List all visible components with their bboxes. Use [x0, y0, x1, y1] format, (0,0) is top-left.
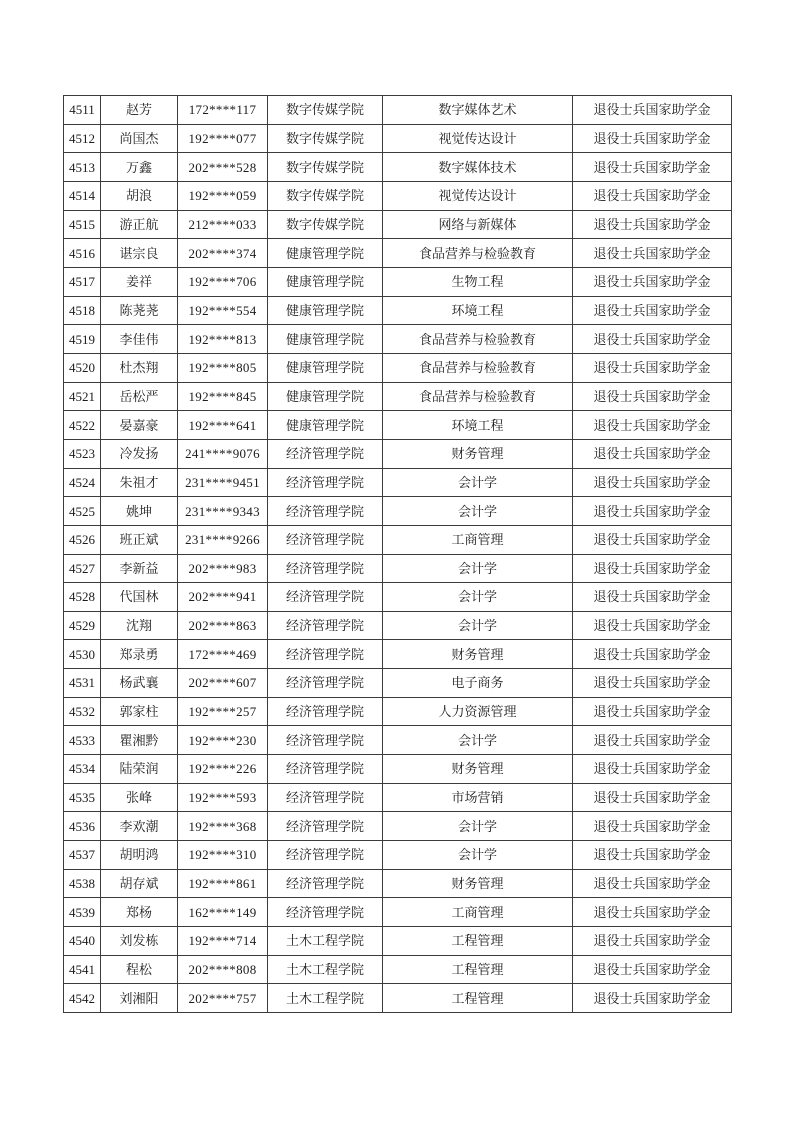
major-cell: 环境工程: [383, 411, 573, 440]
row-number-cell: 4512: [64, 124, 101, 153]
student-name-cell: 李新益: [101, 554, 178, 583]
row-number-cell: 4526: [64, 525, 101, 554]
major-cell: 会计学: [383, 583, 573, 612]
student-id-cell: 192****059: [178, 181, 268, 210]
major-cell: 工程管理: [383, 955, 573, 984]
student-name-cell: 朱祖才: [101, 468, 178, 497]
table-row: [64, 96, 732, 125]
college-cell: 经济管理学院: [268, 841, 383, 870]
student-name-cell: 杜杰翔: [101, 353, 178, 382]
college-cell: 经济管理学院: [268, 812, 383, 841]
college-cell: 经济管理学院: [268, 783, 383, 812]
student-name-cell: 郑录勇: [101, 640, 178, 669]
row-number-cell: 4522: [64, 411, 101, 440]
college-cell: 数字传媒学院: [268, 124, 383, 153]
row-number-cell: 4542: [64, 984, 101, 1013]
table-row: [64, 869, 732, 898]
student-name-cell: 游正航: [101, 210, 178, 239]
grant-type-cell: 退役士兵国家助学金: [573, 325, 732, 354]
table-row: [64, 697, 732, 726]
row-number-cell: 4532: [64, 697, 101, 726]
student-name-cell: 杨武襄: [101, 669, 178, 698]
major-cell: 会计学: [383, 841, 573, 870]
major-cell: 财务管理: [383, 869, 573, 898]
college-cell: 数字传媒学院: [268, 153, 383, 182]
grant-type-cell: 退役士兵国家助学金: [573, 611, 732, 640]
table-row: [64, 755, 732, 784]
grant-type-cell: 退役士兵国家助学金: [573, 497, 732, 526]
student-name-cell: 程松: [101, 955, 178, 984]
student-id-cell: 202****607: [178, 669, 268, 698]
row-number-cell: 4536: [64, 812, 101, 841]
college-cell: 经济管理学院: [268, 869, 383, 898]
student-name-cell: 岳松严: [101, 382, 178, 411]
grant-type-cell: 退役士兵国家助学金: [573, 181, 732, 210]
college-cell: 数字传媒学院: [268, 210, 383, 239]
table-row: [64, 382, 732, 411]
table-row: [64, 411, 732, 440]
student-id-cell: 192****861: [178, 869, 268, 898]
student-id-cell: 202****528: [178, 153, 268, 182]
student-id-cell: 192****593: [178, 783, 268, 812]
college-cell: 土木工程学院: [268, 927, 383, 956]
student-id-cell: 192****368: [178, 812, 268, 841]
grant-type-cell: 退役士兵国家助学金: [573, 411, 732, 440]
student-name-cell: 尚国杰: [101, 124, 178, 153]
student-id-cell: 231****9266: [178, 525, 268, 554]
row-number-cell: 4539: [64, 898, 101, 927]
student-id-cell: 192****310: [178, 841, 268, 870]
student-id-cell: 202****863: [178, 611, 268, 640]
student-id-cell: 192****641: [178, 411, 268, 440]
student-name-cell: 晏嘉豪: [101, 411, 178, 440]
student-name-cell: 陈荛荛: [101, 296, 178, 325]
row-number-cell: 4527: [64, 554, 101, 583]
college-cell: 经济管理学院: [268, 726, 383, 755]
row-number-cell: 4519: [64, 325, 101, 354]
student-id-cell: 192****706: [178, 267, 268, 296]
college-cell: 经济管理学院: [268, 611, 383, 640]
grant-type-cell: 退役士兵国家助学金: [573, 96, 732, 125]
table-row: [64, 955, 732, 984]
student-name-cell: 张峰: [101, 783, 178, 812]
college-cell: 经济管理学院: [268, 898, 383, 927]
table-row: [64, 898, 732, 927]
college-cell: 经济管理学院: [268, 669, 383, 698]
student-id-cell: 202****374: [178, 239, 268, 268]
major-cell: 工商管理: [383, 898, 573, 927]
student-id-cell: 192****805: [178, 353, 268, 382]
college-cell: 土木工程学院: [268, 955, 383, 984]
college-cell: 经济管理学院: [268, 554, 383, 583]
student-name-cell: 李欢潮: [101, 812, 178, 841]
major-cell: 工程管理: [383, 927, 573, 956]
college-cell: 土木工程学院: [268, 984, 383, 1013]
major-cell: 会计学: [383, 726, 573, 755]
student-id-cell: 202****757: [178, 984, 268, 1013]
grant-type-cell: 退役士兵国家助学金: [573, 583, 732, 612]
table-row: [64, 153, 732, 182]
major-cell: 工程管理: [383, 984, 573, 1013]
row-number-cell: 4531: [64, 669, 101, 698]
major-cell: 食品营养与检验教育: [383, 382, 573, 411]
major-cell: 环境工程: [383, 296, 573, 325]
student-name-cell: 姜祥: [101, 267, 178, 296]
major-cell: 市场营销: [383, 783, 573, 812]
student-id-cell: 162****149: [178, 898, 268, 927]
major-cell: 网络与新媒体: [383, 210, 573, 239]
row-number-cell: 4513: [64, 153, 101, 182]
table-row: [64, 468, 732, 497]
table-row: [64, 812, 732, 841]
grant-type-cell: 退役士兵国家助学金: [573, 726, 732, 755]
major-cell: 会计学: [383, 468, 573, 497]
major-cell: 食品营养与检验教育: [383, 325, 573, 354]
table-row: [64, 239, 732, 268]
grant-type-cell: 退役士兵国家助学金: [573, 296, 732, 325]
student-id-cell: 192****714: [178, 927, 268, 956]
major-cell: 会计学: [383, 812, 573, 841]
table-row: [64, 583, 732, 612]
grant-type-cell: 退役士兵国家助学金: [573, 841, 732, 870]
student-name-cell: 胡明鸿: [101, 841, 178, 870]
student-name-cell: 万鑫: [101, 153, 178, 182]
major-cell: 人力资源管理: [383, 697, 573, 726]
row-number-cell: 4525: [64, 497, 101, 526]
student-id-cell: 192****845: [178, 382, 268, 411]
row-number-cell: 4521: [64, 382, 101, 411]
major-cell: 财务管理: [383, 640, 573, 669]
college-cell: 经济管理学院: [268, 755, 383, 784]
major-cell: 会计学: [383, 497, 573, 526]
grant-type-cell: 退役士兵国家助学金: [573, 554, 732, 583]
table-row: [64, 325, 732, 354]
student-name-cell: 郑杨: [101, 898, 178, 927]
college-cell: 经济管理学院: [268, 583, 383, 612]
grant-type-cell: 退役士兵国家助学金: [573, 640, 732, 669]
row-number-cell: 4518: [64, 296, 101, 325]
table-row: [64, 439, 732, 468]
college-cell: 健康管理学院: [268, 267, 383, 296]
college-cell: 健康管理学院: [268, 239, 383, 268]
grant-type-cell: 退役士兵国家助学金: [573, 755, 732, 784]
table-row: [64, 267, 732, 296]
major-cell: 电子商务: [383, 669, 573, 698]
table-row: [64, 353, 732, 382]
table-row: [64, 497, 732, 526]
student-id-cell: 212****033: [178, 210, 268, 239]
grant-type-cell: 退役士兵国家助学金: [573, 697, 732, 726]
row-number-cell: 4517: [64, 267, 101, 296]
row-number-cell: 4514: [64, 181, 101, 210]
major-cell: 财务管理: [383, 439, 573, 468]
row-number-cell: 4516: [64, 239, 101, 268]
student-name-cell: 谌宗良: [101, 239, 178, 268]
row-number-cell: 4511: [64, 96, 101, 125]
college-cell: 经济管理学院: [268, 439, 383, 468]
student-name-cell: 刘湘阳: [101, 984, 178, 1013]
row-number-cell: 4523: [64, 439, 101, 468]
scholarship-roster-table: [63, 95, 732, 1013]
college-cell: 经济管理学院: [268, 468, 383, 497]
major-cell: 会计学: [383, 611, 573, 640]
table-row: [64, 124, 732, 153]
college-cell: 健康管理学院: [268, 382, 383, 411]
college-cell: 经济管理学院: [268, 640, 383, 669]
major-cell: 食品营养与检验教育: [383, 353, 573, 382]
student-name-cell: 李佳伟: [101, 325, 178, 354]
student-id-cell: 192****554: [178, 296, 268, 325]
table-row: [64, 554, 732, 583]
student-name-cell: 赵芳: [101, 96, 178, 125]
table-row: [64, 525, 732, 554]
student-id-cell: 172****117: [178, 96, 268, 125]
grant-type-cell: 退役士兵国家助学金: [573, 468, 732, 497]
major-cell: 数字媒体艺术: [383, 96, 573, 125]
grant-type-cell: 退役士兵国家助学金: [573, 267, 732, 296]
student-id-cell: 192****813: [178, 325, 268, 354]
row-number-cell: 4534: [64, 755, 101, 784]
student-id-cell: 202****941: [178, 583, 268, 612]
grant-type-cell: 退役士兵国家助学金: [573, 984, 732, 1013]
college-cell: 健康管理学院: [268, 296, 383, 325]
student-name-cell: 代国林: [101, 583, 178, 612]
student-id-cell: 231****9343: [178, 497, 268, 526]
grant-type-cell: 退役士兵国家助学金: [573, 783, 732, 812]
college-cell: 健康管理学院: [268, 325, 383, 354]
student-id-cell: 192****226: [178, 755, 268, 784]
grant-type-cell: 退役士兵国家助学金: [573, 927, 732, 956]
college-cell: 健康管理学院: [268, 353, 383, 382]
row-number-cell: 4533: [64, 726, 101, 755]
row-number-cell: 4540: [64, 927, 101, 956]
major-cell: 数字媒体技术: [383, 153, 573, 182]
table-row: [64, 181, 732, 210]
major-cell: 会计学: [383, 554, 573, 583]
table-row: [64, 296, 732, 325]
grant-type-cell: 退役士兵国家助学金: [573, 210, 732, 239]
table-row: [64, 640, 732, 669]
table-row: [64, 669, 732, 698]
student-id-cell: 202****808: [178, 955, 268, 984]
college-cell: 经济管理学院: [268, 697, 383, 726]
college-cell: 经济管理学院: [268, 497, 383, 526]
major-cell: 生物工程: [383, 267, 573, 296]
major-cell: 工商管理: [383, 525, 573, 554]
grant-type-cell: 退役士兵国家助学金: [573, 669, 732, 698]
major-cell: 财务管理: [383, 755, 573, 784]
grant-type-cell: 退役士兵国家助学金: [573, 439, 732, 468]
roster-body: [64, 96, 732, 1013]
student-id-cell: 192****230: [178, 726, 268, 755]
grant-type-cell: 退役士兵国家助学金: [573, 382, 732, 411]
student-name-cell: 胡浪: [101, 181, 178, 210]
table-row: [64, 783, 732, 812]
grant-type-cell: 退役士兵国家助学金: [573, 812, 732, 841]
table-row: [64, 841, 732, 870]
student-name-cell: 刘发栋: [101, 927, 178, 956]
row-number-cell: 4537: [64, 841, 101, 870]
student-name-cell: 冷发扬: [101, 439, 178, 468]
table-row: [64, 927, 732, 956]
student-id-cell: 192****257: [178, 697, 268, 726]
row-number-cell: 4528: [64, 583, 101, 612]
student-name-cell: 瞿湘黔: [101, 726, 178, 755]
student-id-cell: 231****9451: [178, 468, 268, 497]
student-name-cell: 陆荣润: [101, 755, 178, 784]
row-number-cell: 4515: [64, 210, 101, 239]
major-cell: 食品营养与检验教育: [383, 239, 573, 268]
major-cell: 视觉传达设计: [383, 124, 573, 153]
table-row: [64, 984, 732, 1013]
grant-type-cell: 退役士兵国家助学金: [573, 239, 732, 268]
student-id-cell: 241****9076: [178, 439, 268, 468]
table-row: [64, 611, 732, 640]
student-id-cell: 202****983: [178, 554, 268, 583]
grant-type-cell: 退役士兵国家助学金: [573, 153, 732, 182]
row-number-cell: 4535: [64, 783, 101, 812]
row-number-cell: 4530: [64, 640, 101, 669]
student-id-cell: 192****077: [178, 124, 268, 153]
row-number-cell: 4538: [64, 869, 101, 898]
row-number-cell: 4524: [64, 468, 101, 497]
student-id-cell: 172****469: [178, 640, 268, 669]
college-cell: 经济管理学院: [268, 525, 383, 554]
row-number-cell: 4520: [64, 353, 101, 382]
grant-type-cell: 退役士兵国家助学金: [573, 353, 732, 382]
college-cell: 数字传媒学院: [268, 181, 383, 210]
student-name-cell: 郭家柱: [101, 697, 178, 726]
table-row: [64, 210, 732, 239]
row-number-cell: 4541: [64, 955, 101, 984]
college-cell: 健康管理学院: [268, 411, 383, 440]
student-name-cell: 沈翔: [101, 611, 178, 640]
student-name-cell: 胡存斌: [101, 869, 178, 898]
student-name-cell: 班正斌: [101, 525, 178, 554]
grant-type-cell: 退役士兵国家助学金: [573, 869, 732, 898]
table-row: [64, 726, 732, 755]
student-name-cell: 姚坤: [101, 497, 178, 526]
major-cell: 视觉传达设计: [383, 181, 573, 210]
row-number-cell: 4529: [64, 611, 101, 640]
grant-type-cell: 退役士兵国家助学金: [573, 124, 732, 153]
college-cell: 数字传媒学院: [268, 96, 383, 125]
grant-type-cell: 退役士兵国家助学金: [573, 955, 732, 984]
grant-type-cell: 退役士兵国家助学金: [573, 525, 732, 554]
grant-type-cell: 退役士兵国家助学金: [573, 898, 732, 927]
